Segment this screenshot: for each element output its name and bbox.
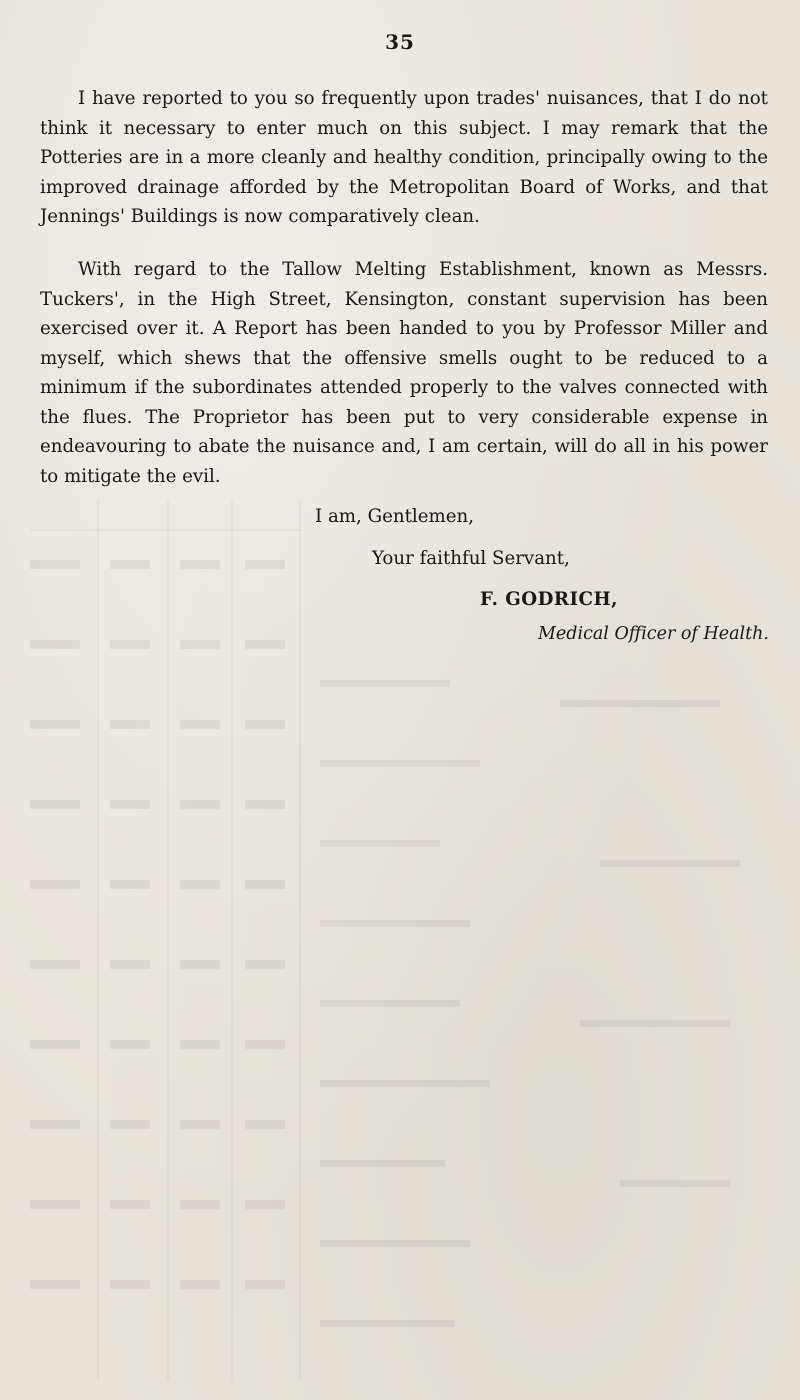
- paragraph-tallow-melting: With regard to the Tallow Melting Establishment, known as Messrs. Tuckers', in the High Street, Kensington, constant supervision has been exercised over it. A Report has been handed to you by Professor Miller and myself, which shews that the offensive smells ought to be reduced to a minimum if the subordinates attended properly to the valves connected with the flues. The Proprietor has been put to very considerable expense in endeavouring to abate the nuisance and, I am certain, will do all in his power to mitigate the evil.: [40, 259, 768, 487]
- signatory-office: Medical Officer of Health.: [538, 624, 769, 644]
- page-number: 35: [385, 30, 415, 54]
- paragraph-trades-nuisances: I have reported to you so frequently upon trades' nuisances, that I do not think it necessary to enter much on this subject. I may remark that the Potteries are in a more cleanly and healthy condition, principally owing to the improved drainage afforded by the Metropolitan Board of Works, and that Jennings' Buildings is now comparatively clean.: [40, 88, 768, 227]
- closing-valediction: Your faithful Servant,: [372, 548, 570, 569]
- closing-salutation: I am, Gentlemen,: [315, 506, 475, 527]
- signature-name: F. GODRICH,: [480, 589, 619, 610]
